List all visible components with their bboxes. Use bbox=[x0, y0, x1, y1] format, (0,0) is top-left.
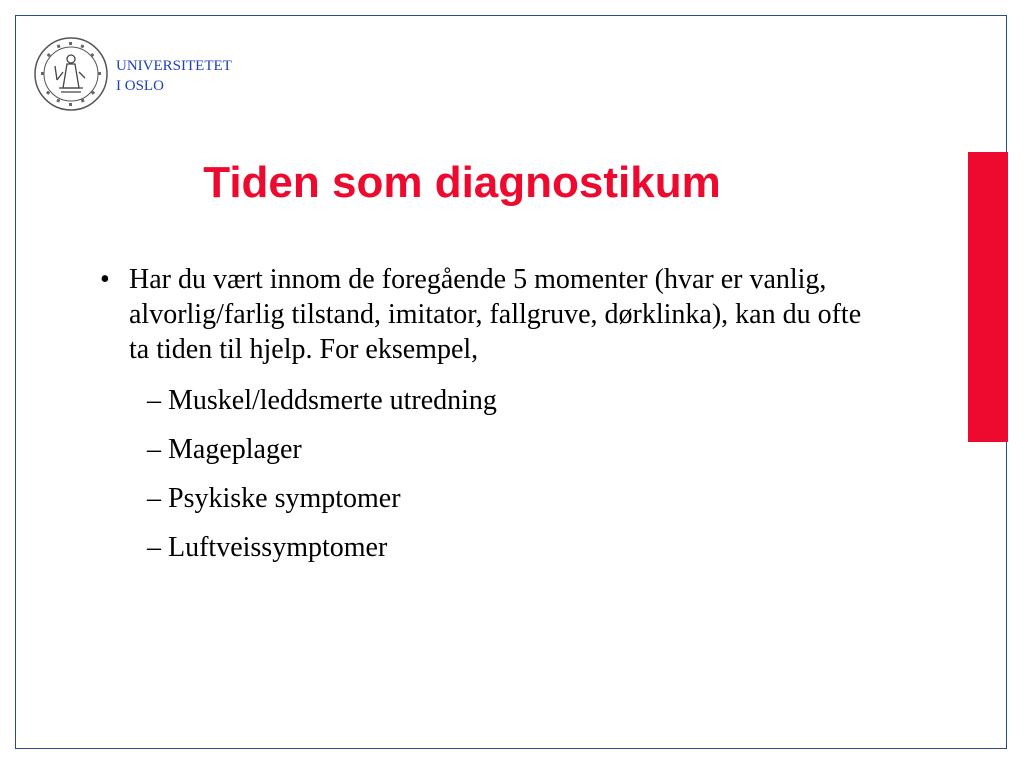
institution-name-line-1: UNIVERSITETET bbox=[116, 58, 232, 74]
bullet-item bbox=[92, 262, 872, 367]
slide-body bbox=[92, 262, 872, 579]
sub-item-luftveis: – Luftveissymptomer bbox=[147, 532, 388, 563]
institution-name bbox=[116, 56, 232, 96]
institution-name-line-2: I OSLO bbox=[116, 78, 164, 94]
sub-list bbox=[92, 383, 872, 565]
university-seal-icon bbox=[33, 36, 109, 112]
bullet-marker: • bbox=[100, 264, 110, 295]
sub-item-psykiske: – Psykiske symptomer bbox=[147, 483, 401, 514]
sub-item-muskel: – Muskel/leddsmerte utredning bbox=[147, 385, 497, 416]
sub-item-mageplager: – Mageplager bbox=[147, 434, 302, 465]
bullet-text: Har du vært innom de foregående 5 momenter (hvar er vanlig, alvorlig/farlig tilstand, imitator, fallgruve, dørklinka), kan du ofte ta tiden til hjelp. For eksempel, bbox=[129, 264, 862, 365]
slide-title: Tiden som diagnostikum bbox=[203, 158, 721, 207]
accent-bar bbox=[968, 152, 1008, 442]
